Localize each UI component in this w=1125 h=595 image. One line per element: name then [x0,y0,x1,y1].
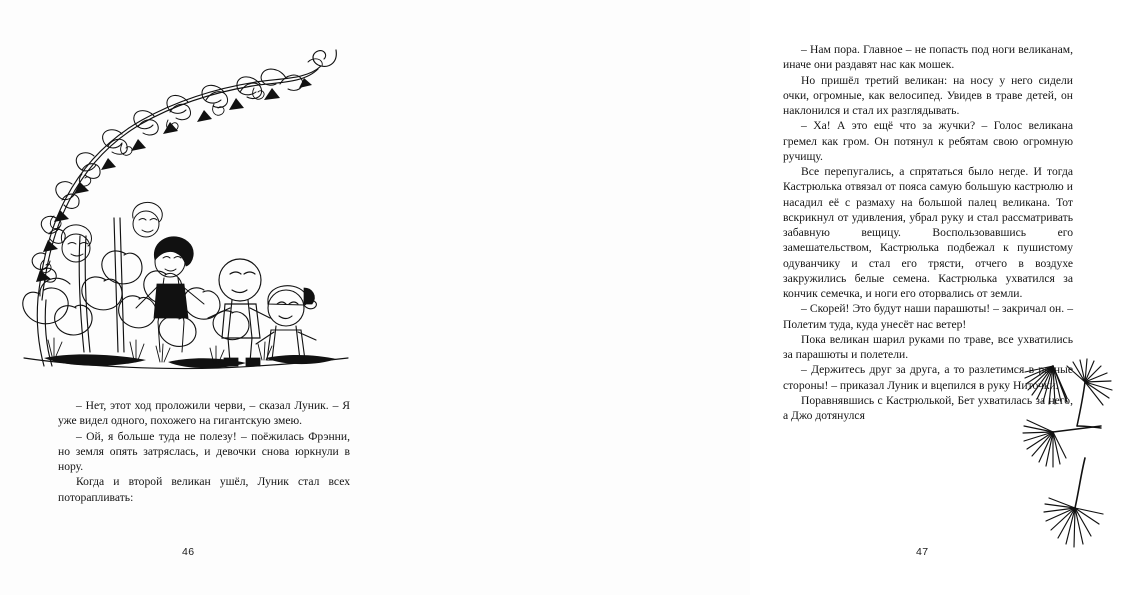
paragraph: Пока великан шарил руками по траве, все ухватились за парашюты и полетели. [783,332,1073,361]
paragraph: – Держитесь друг за друга, а то разлетимся в разные стороны! – приказал Луник и вцепился в руку Ниточки. [783,363,1073,392]
dandelion-seeds-illustration [1023,336,1125,548]
paragraph: – Скорей! Это будут наши парашюты! – закричал он. – Полетим туда, куда унесёт нас ветер! [783,302,1073,331]
left-page-text [58,398,350,505]
page-number-right: 47 [916,546,929,558]
vine-arch-with-children-illustration [18,22,368,372]
paragraph: – Ой, я больше туда не полезу! – поёжилась Фрэнни, но земля опять затряслась, и девочки снова юркнули в нору. [58,429,350,473]
right-page [375,0,1073,595]
paragraph: Поравнявшись с Кастрюлькой, Бет ухватилась за него, а Джо дотянулся [783,393,1073,422]
paragraph: – Ха! А это ещё что за жучки? – Голос великана гремел как гром. Он потянул к ребятам свою огромную ручищу. [783,119,1073,163]
paragraph: – Нет, этот ход проложили черви, – сказал Луник. – Я уже видел одного, похожего на гигантскую змею. [58,399,350,428]
paragraph: Все перепугались, а спрятаться было негде. И тогда Кастрюлька отвязал от пояса самую большую кастрюлю и насадил её с размаху на большой палец великана. Тот вскрикнул от удивления, убрал руку и стал рассматривать забавную вещицу. Воспользовавшись его замешательством, Кастрюлька подбежал к пушистому одуванчику и стал его трясти, отчего в воздухе закружились белые семена. Кастрюлька ухватился за кончик семечка, и ноги его оторвались от земли. [783,165,1073,300]
paragraph: Когда и второй великан ушёл, Луник стал всех поторапливать: [58,475,350,504]
paragraph: Но пришёл третий великан: на носу у него сидели очки, огромные, как велосипед. Увидев в траве детей, он наклонился и стал их разглядывать. [783,73,1073,117]
page-number-left: 46 [182,546,195,558]
left-page [0,0,375,595]
paragraph: – Нам пора. Главное – не попасть под ноги великанам, иначе они раздавят нас как мошек. [783,43,1073,72]
